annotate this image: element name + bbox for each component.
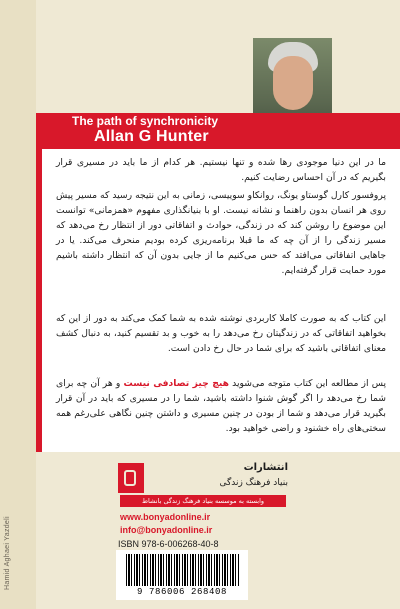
blurb-paragraph-1: ما در این دنیا موجودی رها شده و تنها نیستیم. هر کدام از ما باید در مسیری قرار بگیریم که در آن احساس رضایت کنیم.: [56, 157, 386, 183]
paragraph-4-text: پس از مطالعه این کتاب متوجه می‌شوید هیچ چیز تصادفی نیست و هر آن چه برای شما رخ می‌دهد را اگر گوش شنوا داشته باشید، شما را در مسیری که باید در آن قرار بگیرید قرار می‌دهد و شما از بودن در چنین مسیری و داشتن چنین نگاهی علی‌رغم همه سختی‌های راه خشنود و راضی خواهید بود.: [56, 378, 386, 434]
publisher-block: [118, 458, 288, 510]
blurb-paragraph-3: این کتاب که به صورت کاملا کاربردی نوشته شده به شما کمک می‌کند به دور از این که بخواهید اتفاقاتی که در زندگیتان رخ می‌دهد را به خوب و بد تقسیم کنید، به دنبال کشف معنای اتفاقاتی باشید که برای شما در حال رخ دادن است.: [56, 313, 386, 354]
book-title: The path of synchronicity: [72, 114, 219, 128]
isbn-barcode: [116, 550, 248, 600]
author-face: [273, 56, 313, 110]
illustrator-credit: Hamid Aghaei Yazdeli: [4, 516, 11, 590]
isbn-label: ISBN 978-6-006268-40-8: [118, 539, 219, 549]
blurb-paragraph-4: [56, 376, 386, 436]
author-name: Allan G Hunter: [94, 128, 209, 145]
barcode-bars: [126, 554, 240, 586]
publisher-subname: بنیاد فرهنگ زندگی: [219, 478, 288, 488]
website-link[interactable]: www.bonyadonline.ir: [120, 512, 211, 522]
publisher-logo-icon: [118, 463, 144, 493]
highlight-phrase: هیچ چیز تصادفی نیست: [123, 378, 229, 389]
publisher-name: انتشارات: [243, 462, 288, 473]
barcode-digits: 9 786006 268408: [136, 587, 227, 597]
email-link[interactable]: info@bonyadonline.ir: [120, 525, 213, 535]
publisher-tagline: وابسته به موسسه بنیاد فرهنگ زندگی بانشاط: [120, 495, 286, 507]
blurb-paragraph-2: پروفسور کارل گوستاو یونگ، روانکاو سوییسی، زمانی به این نتیجه رسید که مسیر پیش روی هر انسان بدون راهنما و نشانه نیست. او با بنیانگذاری مفهوم «همزمانی» توانست این موضوع را روشن کند که در زندگی، حوادث و اتفاقاتی دور از انتظار رخ می‌دهد که مسیر زندگی را از آن چه که ما قبلا برنامه‌ریزی کرده بودیم منحرف می‌کند. یا در جاهایی اتفاقاتی می‌افتد که حس می‌کنیم ما از جایی بدون آن که انتظار داشته باشیم مورد حمایت قرار گرفته‌ایم.: [56, 190, 386, 276]
